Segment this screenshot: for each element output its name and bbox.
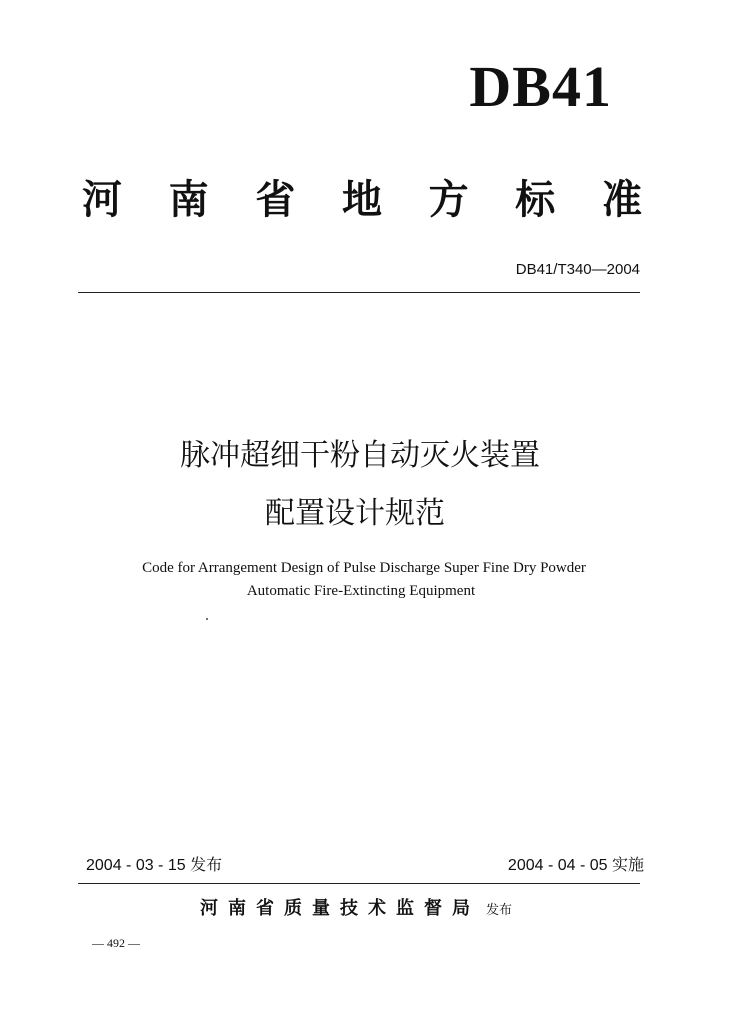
- standard-type-heading: [82, 176, 642, 223]
- standard-type-char: 方: [428, 176, 469, 223]
- bottom-divider: [78, 883, 640, 884]
- issuer: [200, 900, 512, 918]
- issuer-name: 河南省质量技术监督局: [200, 898, 480, 919]
- standard-type-char: 标: [515, 176, 556, 223]
- scan-speck: [206, 618, 208, 620]
- standard-type-char: 地: [341, 176, 382, 223]
- issue-date: 2004 - 03 - 15 发布: [86, 857, 223, 874]
- standard-number: DB41/T340—2004: [515, 261, 640, 278]
- title-en-line-2: Automatic Fire-Extincting Equipment: [246, 583, 476, 599]
- standard-type-char: 河: [82, 176, 122, 223]
- standard-type-char: 准: [601, 176, 642, 223]
- effective-date: 2004 - 04 - 05 实施: [507, 857, 644, 874]
- title-zh-line-1: 脉冲超细干粉自动灭火装置: [180, 438, 540, 473]
- issuer-verb: 发布: [486, 903, 513, 918]
- standard-code-logo: DB41: [469, 54, 612, 119]
- title-en-line-1: Code for Arrangement Design of Pulse Discharge Super Fine Dry Powder: [142, 560, 586, 576]
- top-divider: [78, 292, 640, 293]
- standard-type-char: 南: [168, 176, 209, 223]
- title-zh-line-2: 配置设计规范: [265, 496, 445, 531]
- page-number: — 492 —: [92, 936, 140, 950]
- standard-type-char: 省: [255, 176, 296, 223]
